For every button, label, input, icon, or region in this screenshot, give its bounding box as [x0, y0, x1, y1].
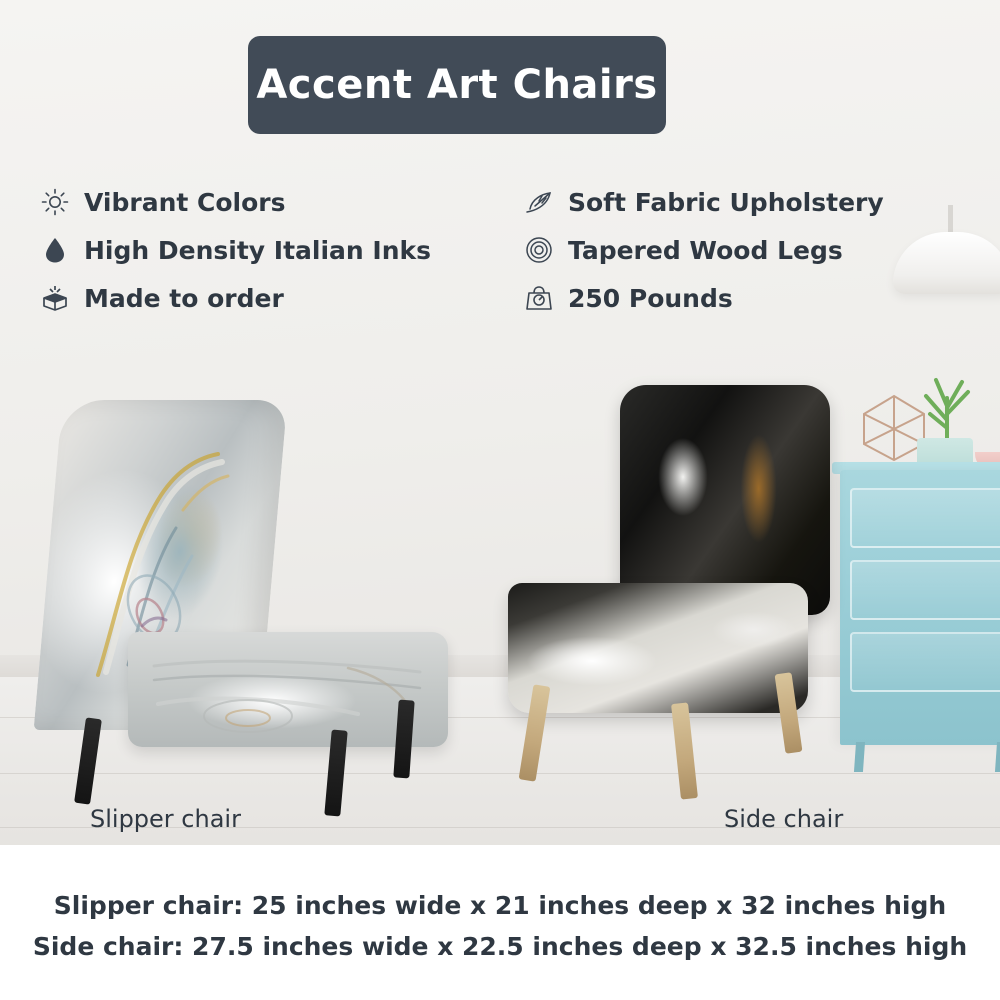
- ink-drop-icon: [40, 235, 70, 265]
- feature-label: Tapered Wood Legs: [568, 235, 843, 265]
- cabinet-drawer: [850, 488, 1000, 548]
- feature-item: [524, 274, 960, 322]
- feature-column-left: [40, 178, 476, 322]
- feature-label: Made to order: [84, 283, 284, 313]
- side-chair-leg: [671, 702, 698, 799]
- open-box-icon: [40, 283, 70, 313]
- feather-fabric-icon: [524, 187, 554, 217]
- cabinet-drawer: [850, 632, 1000, 692]
- potted-plant-icon: [912, 368, 982, 446]
- feature-label: High Density Italian Inks: [84, 235, 432, 265]
- side-chair-seat: [508, 583, 808, 713]
- feature-label: 250 Pounds: [568, 283, 733, 313]
- cabinet-drawer: [850, 560, 1000, 620]
- product-side-chair[interactable]: [480, 385, 840, 830]
- product-slipper-chair[interactable]: [28, 400, 458, 820]
- side-chair-backrest: [620, 385, 830, 615]
- weight-scale-icon: [524, 283, 554, 313]
- cabinet: [840, 470, 1000, 745]
- wood-ring-icon: [524, 235, 554, 265]
- dimension-line: Slipper chair: 25 inches wide x 21 inches deep x 32 inches high: [53, 891, 947, 920]
- side-chair-caption: Side chair: [724, 805, 844, 833]
- dimension-line: Side chair: 27.5 inches wide x 22.5 inches deep x 32.5 inches high: [32, 932, 968, 961]
- slipper-chair-seat-pattern: [148, 648, 428, 740]
- feature-label: Vibrant Colors: [84, 187, 286, 217]
- feature-column-right: [524, 178, 960, 322]
- slipper-chair-caption: Slipper chair: [90, 805, 241, 833]
- feature-item: [40, 178, 476, 226]
- cabinet-legs: [855, 742, 1000, 772]
- slipper-chair-leg: [74, 717, 102, 804]
- feature-item: [40, 274, 476, 322]
- feature-list: [40, 178, 960, 322]
- sun-brightness-icon: [40, 187, 70, 217]
- feature-item: [524, 226, 960, 274]
- feature-item: [524, 178, 960, 226]
- dimensions-block: [0, 885, 1000, 967]
- page-title: Accent Art Chairs: [256, 62, 658, 108]
- feature-label: Soft Fabric Upholstery: [568, 187, 884, 217]
- feature-item: [40, 226, 476, 274]
- title-banner: [248, 36, 666, 134]
